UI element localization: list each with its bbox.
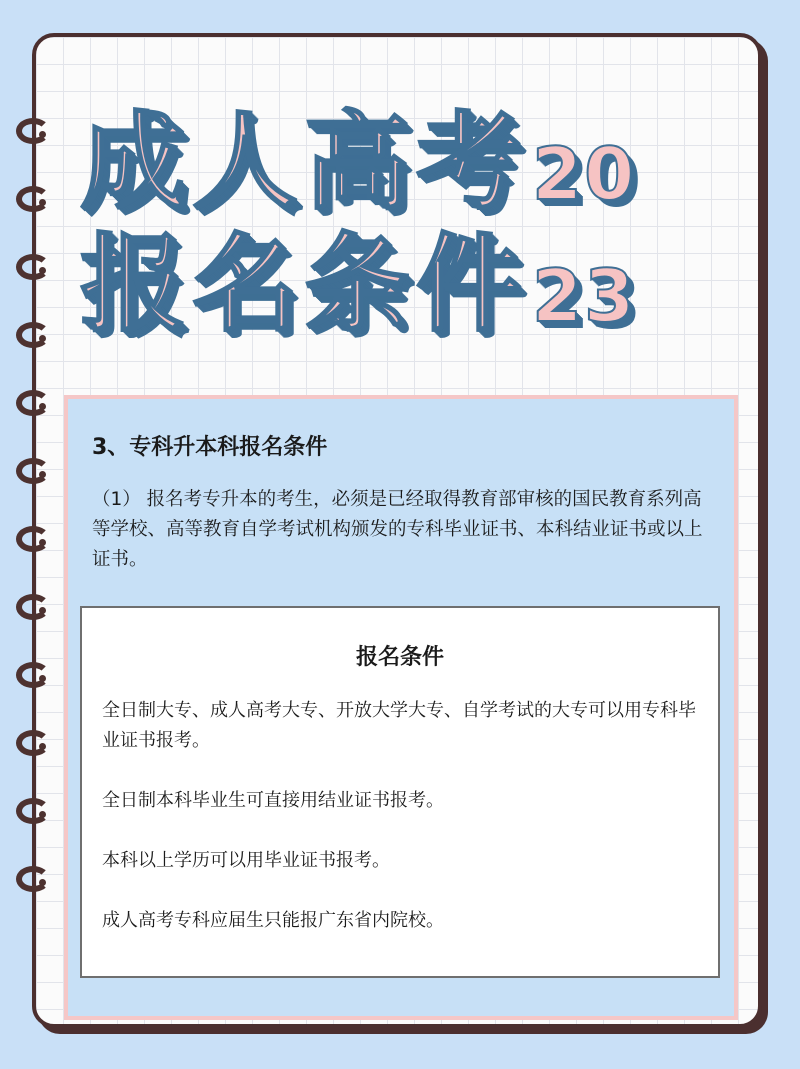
- condition-item: 全日制本科毕业生可直接用结业证书报考。: [102, 790, 444, 811]
- conditions-title: 报名条件: [355, 645, 444, 670]
- binding-ring-icon: [16, 322, 50, 348]
- title-year-part-2: 23: [532, 254, 637, 338]
- binding-ring-icon: [16, 594, 50, 620]
- binding-ring-icon: [16, 458, 50, 484]
- condition-item: 本科以上学历可以用毕业证书报考。: [102, 850, 390, 871]
- binding-ring-icon: [16, 118, 50, 144]
- binding-ring-icon: [16, 390, 50, 416]
- binding-ring-icon: [16, 254, 50, 280]
- title-line-2: [80, 200, 636, 352]
- section-paragraph: （1） 报名考专升本的考生，必须是已经取得教育部审核的国民教育系列高等学校、高等教育自学考试机构颁发的专科毕业证书、本科结业证书或以上证书。: [92, 489, 703, 570]
- title-main-1: 成人高考: [80, 101, 528, 224]
- binding-ring-icon: [16, 526, 50, 552]
- binding-ring-icon: [16, 866, 50, 892]
- condition-item: 成人高考专科应届生只能报广东省内院校。: [102, 910, 444, 931]
- binding-ring-icon: [16, 186, 50, 212]
- title-main-2: 报名条件: [80, 223, 528, 346]
- section-heading: 3、专科升本科报名条件: [92, 435, 328, 460]
- title-year-part-1: 20: [532, 132, 637, 216]
- binding-ring-icon: [16, 730, 50, 756]
- conditions-box: [80, 606, 720, 978]
- binding-ring-icon: [16, 662, 50, 688]
- binding-ring-icon: [16, 798, 50, 824]
- condition-item: 全日制大专、成人高考大专、开放大学大专、自学考试的大专可以用专科毕业证书报考。: [102, 700, 696, 751]
